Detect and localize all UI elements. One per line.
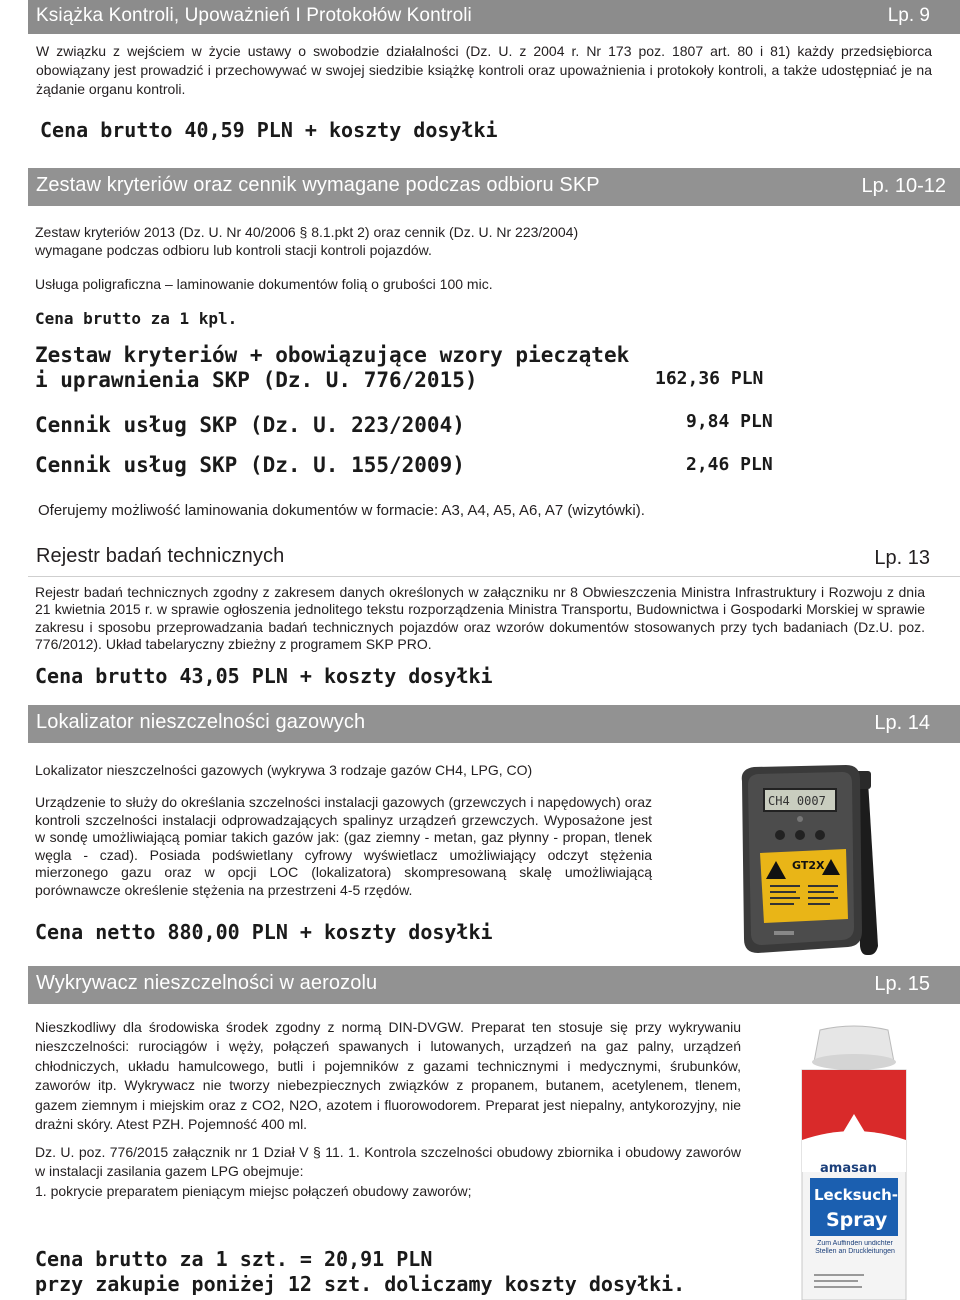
section-lp: Lp. 13 bbox=[874, 547, 930, 569]
section-lp: Lp. 15 bbox=[874, 973, 930, 995]
sec5-price1: Cena brutto za 1 szt. = 20,91 PLN bbox=[35, 1247, 433, 1271]
section-title: Książka Kontroli, Upoważnień I Protokołów Kontroli bbox=[36, 5, 472, 26]
section-header-zestaw-kryteriow bbox=[28, 168, 960, 206]
sec2-note: Oferujemy możliwość laminowania dokumentów w formacie: A3, A4, A5, A6, A7 (wizytówki). bbox=[38, 502, 645, 519]
sec2-item2: Cennik usług SKP (Dz. U. 223/2004) bbox=[35, 413, 465, 437]
section-lp: Lp. 10-12 bbox=[861, 175, 946, 197]
section-lp: Lp. 14 bbox=[874, 712, 930, 734]
sec5-note2: 1. pokrycie preparatem pieniącym miejsc połączeń obudowy zaworów; bbox=[35, 1183, 472, 1199]
sec2-line3: Usługa poligraficzna – laminowanie dokumentów folią o grubości 100 mic. bbox=[35, 276, 493, 292]
sec3-price: Cena brutto 43,05 PLN + koszty dosyłki bbox=[35, 664, 493, 688]
sec2-cena-kpl: Cena brutto za 1 kpl. bbox=[35, 309, 238, 328]
gas-detector-image bbox=[736, 741, 930, 963]
sec4-price: Cena netto 880,00 PLN + koszty dosyłki bbox=[35, 920, 493, 944]
sec4-body: Urządzenie to służy do określania szczelności instalacji gazowych (grzewczych i napędowych) oraz kontroli szczelności instalacji odprowadzających spalinyz urządzeń grzewczych. Wyposażone jest w sondę umożliwiającą pomiar takich gazów jak: (gaz ziemny - metan, gaz płynny - propan, tlenek węgla - czad). Posiada podświetlany cyfrowy wyświetlacz umożliwiający odczyt stężenia mierzonego gazu oraz w opcji LOC (lokalizatora) skompresowaną skalę umożliwiającą porównawcze określenie stężenia na przestrzeni 4-5 rzędów. bbox=[35, 794, 652, 898]
sec3-body: Rejestr badań technicznych zgodny z zakresem danych określonych w załączniku nr 8 Obwieszczenia Ministra Infrastruktury i Rozwoju z dnia 21 kwietnia 2015 r. w sprawie ogłoszenia jednolitego tekstu rozporządzenia Ministra Transportu, Budownictwa i Gospodarki Morskiej w sprawie zakresu i sposobu przeprowadzania badań technicznych pojazdów oraz wzorów dokumentów stosowanych przy tych badaniach (Dz.U. poz. 776/2012). Układ tabelaryczny zbieżny z programem SKP PRO. bbox=[35, 584, 925, 653]
section-title: Wykrywacz nieszczelności w aerozolu bbox=[36, 972, 378, 994]
sec2-item1-line1: Zestaw kryteriów + obowiązujące wzory pieczątek bbox=[35, 343, 630, 367]
sec1-price: Cena brutto 40,59 PLN + koszty dosyłki bbox=[40, 118, 498, 142]
section-title: Zestaw kryteriów oraz cennik wymagane podczas odbioru SKP bbox=[36, 174, 600, 196]
section-title: Rejestr badań technicznych bbox=[36, 545, 285, 567]
spray-can-image bbox=[776, 1022, 932, 1300]
can-brand-text: amasan bbox=[820, 1161, 877, 1176]
can-title-line2: Spray bbox=[826, 1209, 888, 1231]
section-header-lokalizator bbox=[28, 705, 960, 743]
device-display-text: CH4 0007 bbox=[768, 794, 826, 808]
sec5-body: Nieszkodliwy dla środowiska środek zgodny z normą DIN-DVGW. Preparat ten stosuje się przy wykrywaniu nieszczelności: rurociągów i węży, połączeń spawanych i lutowanych, urządzeń na gaz palny, urządzeń chłodniczych, układu hamulcowego, butli i pojemników z gazami technicznymi i medycznymi, śrubunków, zaworów itp. Wykrywacz nie tworzy niebezpiecznych związków z propanem, butanem, acetylenem, tlenem, gazem ziemnym i miejskim oraz z CO2, N2O, azotem i fluorowodorem. Preparat jest niepalny, antykorozyjny, nie drażni skóry. Atest PZH. Pojemność 400 ml. bbox=[35, 1019, 741, 1133]
section-header-rejestr bbox=[28, 536, 960, 577]
section-header-ksiazka-kontroli bbox=[28, 0, 960, 34]
can-subtitle: Zum Auffinden undichter Stellen an Druckleitungen bbox=[815, 1240, 895, 1255]
sec2-item3-price: 2,46 PLN bbox=[686, 454, 773, 475]
sec4-intro: Lokalizator nieszczelności gazowych (wykrywa 3 rodzaje gazów CH4, LPG, CO) bbox=[35, 762, 533, 778]
sec2-item1-line2: i uprawnienia SKP (Dz. U. 776/2015) bbox=[35, 368, 478, 392]
section-title: Lokalizator nieszczelności gazowych bbox=[36, 711, 366, 733]
can-title-line1: Lecksuch- bbox=[814, 1186, 899, 1204]
sec1-body: W związku z wejściem w życie ustawy o swobodzie działalności (Dz. U. z 2004 r. Nr 173 poz. 1807 art. 80 i 81) każdy przedsiębiorca obowiązany jest prowadzić i przechowywać w swojej siedzibie książkę kontroli oraz upoważnienia i protokoły kontroli, a także udostępniać je na żądanie organu kontroli. bbox=[36, 43, 932, 97]
sec2-item2-price: 9,84 PLN bbox=[686, 411, 773, 432]
sec2-item1-price: 162,36 PLN bbox=[655, 368, 764, 389]
sec5-price2: przy zakupie poniżej 12 szt. doliczamy koszty dosyłki. bbox=[35, 1272, 686, 1296]
sec2-line1: Zestaw kryteriów 2013 (Dz. U. Nr 40/2006 § 8.1.pkt 2) oraz cennik (Dz. U. Nr 223/2004) bbox=[35, 224, 579, 240]
device-label-text: GT2X bbox=[792, 859, 825, 872]
section-lp: Lp. 9 bbox=[887, 5, 930, 26]
sec2-item3: Cennik usług SKP (Dz. U. 155/2009) bbox=[35, 453, 465, 477]
sec2-line2: wymagane podczas odbioru lub kontroli stacji kontroli pojazdów. bbox=[35, 242, 432, 258]
sec5-note1: Dz. U. poz. 776/2015 załącznik nr 1 Dział V § 11. 1. Kontrola szczelności obudowy zbiornika i obudowy zaworów w instalacji zasilania gazem LPG obejmuje: bbox=[35, 1144, 741, 1179]
section-header-wykrywacz bbox=[28, 966, 960, 1004]
